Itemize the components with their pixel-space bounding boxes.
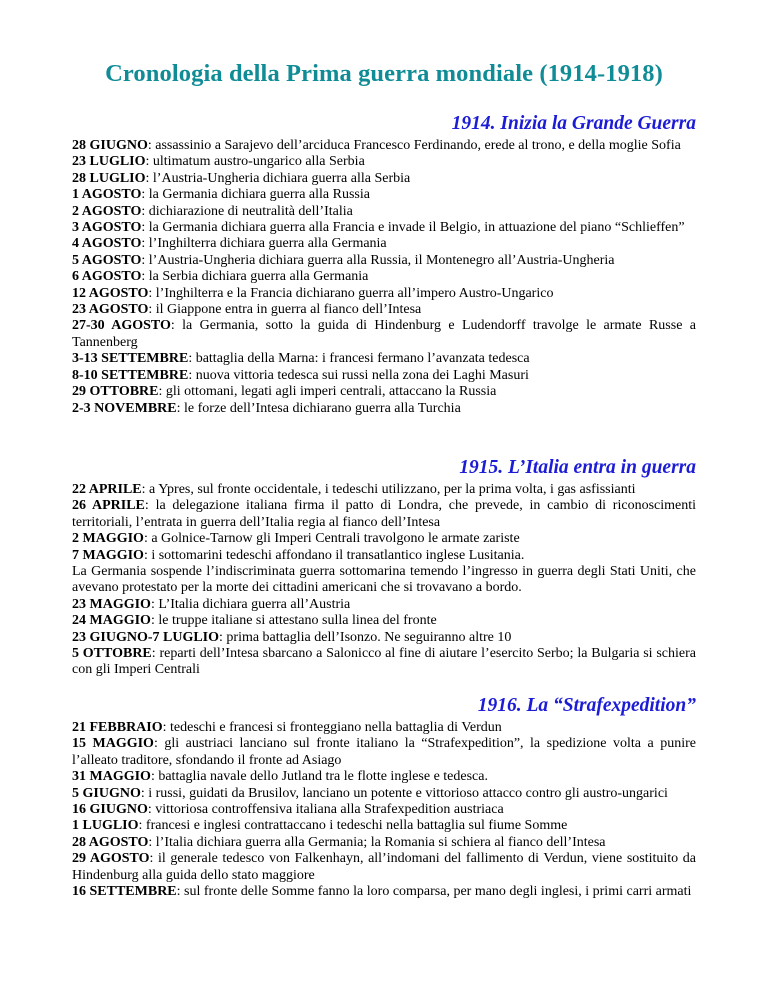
entry-date: 29 AGOSTO <box>72 851 150 867</box>
entry-text: : gli austriaci lanciano sul fronte italiano la “Strafexpedition”, la spedizione volta a punire l’alleato traditore, sfondando il fronte ad Asiago <box>72 736 696 768</box>
timeline-entry <box>72 597 696 613</box>
section-1915 <box>72 456 696 679</box>
timeline-entry <box>72 236 696 252</box>
timeline-entry <box>72 368 696 384</box>
entry-text: : battaglia navale dello Jutland tra le flotte inglese e tedesca. <box>150 769 488 785</box>
section-1914 <box>72 112 696 417</box>
entry-text: : a Ypres, sul fronte occidentale, i tedeschi utilizzano, per la prima volta, i gas asfissianti <box>141 482 636 497</box>
entry-text: : l’Inghilterra dichiara guerra alla Germania <box>141 236 387 252</box>
entry-text: : l’Austria-Ungheria dichiara guerra alla Serbia <box>145 170 411 186</box>
entry-text: : l’Austria-Ungheria dichiara guerra alla Russia, il Montenegro all’Austria-Ungheria <box>141 252 615 268</box>
entry-text: : gli ottomani, legati agli imperi centrali, attaccano la Russia <box>158 384 497 400</box>
timeline-entry <box>72 736 696 769</box>
entry-text: : i sottomarini tedeschi affondano il transatlantico inglese Lusitania. <box>143 547 525 563</box>
entry-text: : l’Inghilterra e la Francia dichiarano guerra all’impero Austro-Ungarico <box>148 285 554 301</box>
entry-text: : reparti dell’Intesa sbarcano a Salonicco al fine di aiutare l’esercito Serbo; la Bulgaria si schiera con gli Imperi Centrali <box>72 646 696 678</box>
entry-date: 7 MAGGIO <box>72 547 144 563</box>
timeline-entry <box>72 630 696 646</box>
entry-date: 3 AGOSTO <box>72 220 142 236</box>
entry-list <box>72 138 696 417</box>
entry-text: : il generale tedesco von Falkenhayn, all’indomani del fallimento di Verdun, viene sostituito da Hindenburg alla guida dello stato maggiore <box>72 851 696 883</box>
entry-text: : la Serbia dichiara guerra alla Germania <box>141 269 369 285</box>
entry-text: : i russi, guidati da Brusilov, lanciano un potente e vittorioso attacco contro gli austro-ungarici <box>140 785 668 801</box>
entry-text: : sul fronte delle Somme fanno la loro comparsa, per mano degli inglesi, i primi carri armati <box>176 884 692 900</box>
entry-date: 15 MAGGIO <box>72 736 154 752</box>
timeline-entry <box>72 613 696 629</box>
entry-text: : l’Italia dichiara guerra alla Germania; la Romania si schiera al fianco dell’Intesa <box>148 834 606 850</box>
entry-text: : il Giappone entra in guerra al fianco dell’Intesa <box>148 302 422 318</box>
timeline-entry <box>72 564 696 597</box>
timeline-entry <box>72 302 696 318</box>
entry-text: : nuova vittoria tedesca sui russi nella zona dei Laghi Masuri <box>188 367 529 383</box>
entry-date: 2 MAGGIO <box>72 531 144 547</box>
entry-text: : la Germania dichiara guerra alla Francia e invade il Belgio, in attuazione del piano “Schlieffen” <box>141 220 685 236</box>
entry-date: 1 AGOSTO <box>72 187 142 203</box>
timeline-entry <box>72 138 696 154</box>
timeline-entry <box>72 835 696 851</box>
entry-list <box>72 482 696 679</box>
entry-text: : la Germania dichiara guerra alla Russia <box>141 187 370 203</box>
entry-date: 4 AGOSTO <box>72 236 142 252</box>
entry-text: : la delegazione italiana firma il patto di Londra, che prevede, in cambio di riconoscimenti territoriali, l’entrata in guerra dell’Italia regia al fianco dell’Intesa <box>72 498 697 530</box>
entry-text: : a Golnice-Tarnow gli Imperi Centrali travolgono le armate zariste <box>143 531 520 547</box>
timeline-entry <box>72 154 696 170</box>
entry-date: 16 GIUGNO <box>72 802 148 818</box>
timeline-entry <box>72 769 696 785</box>
entry-list <box>72 720 696 900</box>
entry-date: 16 SETTEMBRE <box>72 884 177 900</box>
entry-date: 29 OTTOBRE <box>72 384 159 400</box>
timeline-entry <box>72 269 696 285</box>
section-heading: 1915. L’Italia entra in guerra <box>459 457 696 478</box>
timeline-entry <box>72 286 696 302</box>
entry-date: 26 APRILE <box>72 498 145 514</box>
timeline-entry <box>72 884 696 900</box>
timeline-entry <box>72 786 696 802</box>
entry-text: : prima battaglia dell’Isonzo. Ne seguiranno altre 10 <box>219 629 512 645</box>
timeline-entry <box>72 720 696 736</box>
timeline-entry <box>72 482 696 498</box>
entry-date: 3-13 SETTEMBRE <box>72 351 189 367</box>
timeline-entry <box>72 384 696 400</box>
entry-text: : la Germania, sotto la guida di Hindenburg e Ludendorff travolge le armate Russe a Tannenberg <box>72 318 696 350</box>
timeline-entry <box>72 351 696 367</box>
section-heading: 1914. Inizia la Grande Guerra <box>451 113 696 134</box>
timeline-entry <box>72 802 696 818</box>
entry-text: : dichiarazione di neutralità dell’Italia <box>141 203 353 219</box>
entry-date: 8-10 SETTEMBRE <box>72 367 189 383</box>
entry-date: 1 LUGLIO <box>72 818 139 834</box>
entry-date: 21 FEBBRAIO <box>72 720 163 735</box>
timeline-entry <box>72 401 696 417</box>
entry-date: 28 AGOSTO <box>72 834 149 850</box>
entry-date: 5 GIUGNO <box>72 785 141 801</box>
entry-text: : ultimatum austro-ungarico alla Serbia <box>145 154 365 170</box>
entry-text: : battaglia della Marna: i francesi fermano l’avanzata tedesca <box>188 351 530 367</box>
timeline-entry <box>72 818 696 834</box>
entry-date: 28 GIUGNO <box>72 138 148 153</box>
entry-date: 2-3 NOVEMBRE <box>72 400 177 416</box>
entry-date: 22 APRILE <box>72 482 142 497</box>
entry-text: : francesi e inglesi contrattaccano i tedeschi nella battaglia sul fiume Somme <box>138 818 568 834</box>
entry-date: 23 MAGGIO <box>72 596 151 612</box>
section-heading: 1916. La “Strafexpedition” <box>477 695 696 716</box>
entry-date: 5 AGOSTO <box>72 252 142 268</box>
entry-date: 2 AGOSTO <box>72 203 142 219</box>
entry-text: : le forze dell’Intesa dichiarano guerra alla Turchia <box>176 400 461 416</box>
page-title: Cronologia della Prima guerra mondiale (1914-1918) <box>105 60 663 87</box>
entry-date: 31 MAGGIO <box>72 769 151 785</box>
entry-date: 24 MAGGIO <box>72 613 151 629</box>
timeline-entry <box>72 548 696 564</box>
timeline-entry <box>72 498 696 531</box>
timeline-entry <box>72 253 696 269</box>
timeline-entry <box>72 171 696 187</box>
entry-date: 5 OTTOBRE <box>72 646 152 662</box>
entry-date: 23 GIUGNO-7 LUGLIO <box>72 629 220 645</box>
entry-date: 12 AGOSTO <box>72 285 149 301</box>
timeline-entry <box>72 187 696 203</box>
entry-text: : assassinio a Sarajevo dell’arciduca Francesco Ferdinando, erede al trono, e della moglie Sofia <box>147 138 681 153</box>
entry-text: : le truppe italiane si attestano sulla linea del fronte <box>150 613 437 629</box>
entry-text: : tedeschi e francesi si fronteggiano nella battaglia di Verdun <box>162 720 502 735</box>
entry-text: La Germania sospende l’indiscriminata guerra sottomarina temendo l’ingresso in guerra degli Stati Uniti, che avevano protestato per la morte dei cittadini americani che si trovavano a bordo. <box>72 564 696 596</box>
section-1916 <box>72 694 696 900</box>
entry-text: : L’Italia dichiara guerra all’Austria <box>150 596 351 612</box>
timeline-entry <box>72 646 696 679</box>
timeline-entry <box>72 204 696 220</box>
entry-date: 23 AGOSTO <box>72 302 149 318</box>
timeline-entry <box>72 851 696 884</box>
entry-date: 27-30 AGOSTO <box>72 318 171 334</box>
entry-text: : vittoriosa controffensiva italiana alla Strafexpedition austriaca <box>147 802 504 818</box>
timeline-entry <box>72 531 696 547</box>
timeline-entry <box>72 318 696 351</box>
timeline-entry <box>72 220 696 236</box>
entry-date: 6 AGOSTO <box>72 269 142 285</box>
entry-date: 23 LUGLIO <box>72 154 146 170</box>
entry-date: 28 LUGLIO <box>72 170 146 186</box>
